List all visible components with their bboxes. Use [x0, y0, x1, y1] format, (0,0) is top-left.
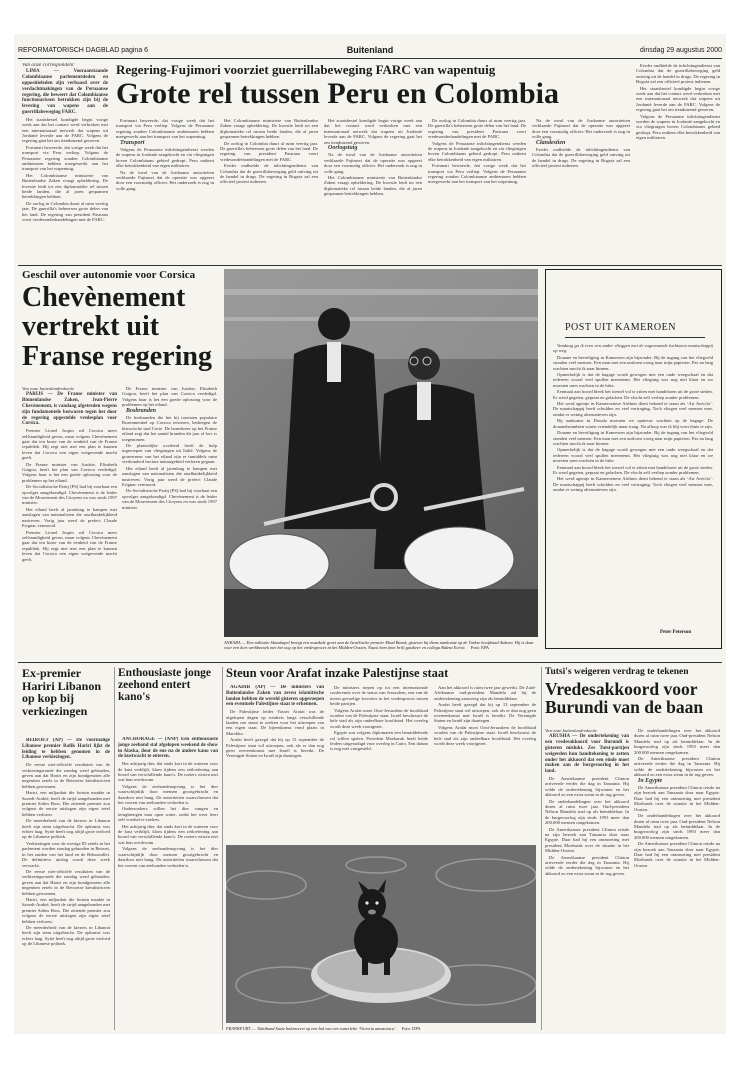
- ankara-caption-text: ANKARA — Een militaire blaaskapel brengt een muzikale groet aan de Israëlische premier Ehud Barak, gisteren bij diens aankomst op de Turkse hoofdstad Ankara. Hij is daar voor een kort werkbezoek met het oog op het vredesproces in het Midden-Oosten. Naast hem (met bril) gastheer en collega Bulent Ecevit.: [224, 640, 534, 651]
- arafat-body-3: De ministers riepen op tot een internationale conferentie over de status van Jeruzalem, een van de meest gevoelige kwesties in het vredesproces tussen beide partijen.: [330, 685, 428, 707]
- arafat-column-2: [330, 685, 428, 840]
- peru-body-18: Eerder ondhielde de inlichtingendienst van Colombia dat de guerrillabeweging geld ontving uit de handel in drugs. De regering in Bogota zal een officieel protest indienen.: [532, 147, 630, 169]
- frankfurt-caption-text: FRANKFURT — Tuktiband Suzie balanceert op een bal van een waterlelie ‘Victoria amazonica’.: [226, 1026, 397, 1031]
- peru-body-15: Volgens de Peruaanse inlichtingendienst werden de wapens in Jordanië aangekocht en via vliegtuigen boven Colombiaans gebied gedropt. Peru ontkent elke betrokkenheid van eigen militairen.: [428, 140, 526, 162]
- ankara-photo-graphic: [224, 269, 538, 637]
- arafat-body-2: Arafat heeft gezegd dat hij op 13 september de Palestijnse staat wil uitroepen, ook als er dan nog geen overeenkomst met Israël is bereikt. De Verenigde Staten en Israël zijn daartegen.: [226, 737, 324, 759]
- kameroen-body-4: Eenmaal aan boord bleek het toestel vol te zitten met handelaren uit de grote steden. Er werd gegeten, gepraat en gelachen. De vlucht zelf verliep zonder problemen.: [553, 389, 713, 400]
- peru-headline: Grote rel tussen Peru en Colombia: [116, 77, 560, 110]
- arafat-column-1: [226, 685, 324, 840]
- peru-left-column: [22, 63, 108, 263]
- column-divider-2: [222, 667, 223, 1030]
- peru-column-5: [428, 118, 526, 264]
- column-divider-3: [541, 667, 542, 1030]
- ankara-photo-credit: Foto: EPA: [470, 645, 490, 651]
- hariri-body-3: De meerderheid van de kiezers in Libanon heeft zijn stem uitgebracht. De opkomst was echter laag. Syrië heeft nog altijd grote invloed op de Libanese politiek.: [22, 818, 110, 840]
- peru-body-12: Na de inval van de Jordaanse autoriteiten verklaarde Fujimori dat de operatie was opgezet door een voormalig officier. Het onderzoek is nog in volle gang.: [324, 152, 422, 174]
- peru-body-9: De oorlog in Colombia duurt al ruim veertig jaar. De guerrilla's beheersen grote delen van het land. De regering van president Pastrana voert vredesonderhandelingen met de FARC.: [220, 140, 318, 162]
- arafat-body-6: Aan het akkoord is ruim twee jaar gewerkt. De Zuid-Afrikaanse oud-president Mandela zal bij de ondertekening aanwezig zijn als bemiddelaar.: [434, 685, 536, 701]
- anchorage-intro: ANCHORAGE — (ANP) Een enthousiaste jonge zeehond stal afgelopen weekend de show in Alaska, door de ene na de andere kano van de kustwacht te enteren.: [118, 737, 218, 760]
- kameroen-body-2b: Douane en beveiliging in Kameroen zijn bijzonder. Bij de ingang van het vliegveld stonden veel mensen. Een man met een uniform vroeg naar mijn papieren. Pas na lang wachten mocht ik naar binnen.: [553, 430, 713, 446]
- peru-byline: Van onze correspondent: [22, 63, 74, 68]
- peru-column-4: [324, 118, 422, 264]
- kameroen-body-5b: Het werd agentje in Kameroenese Airlines dient bekend te staan als ‘Air Avecfoi’. De maatschappij heeft schulden en veel vertraging. Toch vliegen veel mensen mee, omdat er weinig alternatieven zijn.: [553, 476, 713, 493]
- header-date: dinsdag 29 augustus 2000: [639, 47, 722, 54]
- peru-body-5: Fortunati beweerde, dat vorige week dat het transport via Peru verliep. Volgens de Peruaanse regering zouden Colombiaanse ambtenaren hebben meegewerkt aan het transport van het wapentuig.: [116, 118, 214, 140]
- corsica-body-6: Het eiland heeft al jarenlang te kampen met aanslagen van nationalisten die onafhankelijkheid nastreven. Vorig jaar werd de prefect Claude Erignac vermoord.: [22, 506, 117, 529]
- hariri-intro: BEIROET (AP) — De voormalige Libanese premier Rafik Hariri lijkt de leiding te hebben genomen in de Libanese verkiezingen.: [22, 738, 110, 761]
- hariri-body-1: De eerste niet-officiële resultaten van de verkiezingsronde die zondag werd gehouden, geven aan dat Hariri en zijn bondgenoten alle negentien zetels in de Beiroetse kiesdistricten hebben gewonnen.: [22, 762, 110, 789]
- anchorage-body-2: Volgens de zeehondenopvang is het dier waarschijnlijk door mensen grootgebracht en daardoor niet bang. De autoriteiten waarschuwen dat het voeren van zeehonden verboden is.: [118, 783, 218, 806]
- burundi-kicker: Tutsi's weigeren verdrag te tekenen: [545, 667, 689, 677]
- peru-body-2: Fortunati beweerde, dat vorige week dat het transport via Peru verliep. Volgens de Peruaanse regering zouden Colombiaanse ambtenaren hebben meegewerkt aan het transport van het wapentuig.: [22, 144, 108, 172]
- kameroen-title: POST UIT KAMEROEN: [565, 322, 676, 333]
- peru-subhead-transport: Transport: [120, 139, 145, 146]
- peru-body-3: Het Colombiaanse ministerie van Buitenlandse Zaken vraagt opheldering. De kwestie leidt tot een diplomatieke rel tussen beide landen, die al jaren gespannen betrekkingen hebben.: [22, 172, 108, 200]
- burundi-byline: Van onze buitenlandredactie: [545, 728, 598, 733]
- peru-subhead-oorlogstuig: Oorlogstuig: [328, 145, 358, 152]
- kameroen-body-3: Opmerkelijk is dat de bagage wordt gewogen met een oude weegschaal en dat iedereen vooral veel spullen meeneemt. Het vliegtuig was nog niet klaar en we moesten uren wachten in de hitte.: [553, 372, 713, 388]
- peru-body-19: Eerder ondhielde de inlichtingendienst van Colombia dat de guerrillabeweging geld ontving uit de handel in drugs. De regering in Bogota zal een officieel protest indienen.: [636, 63, 720, 85]
- arafat-body-4b: Volgens Arafat moet Oost-Jeruzalem de hoofdstad worden van de Palestijnse staat. Israël beschouwt de hele stad als zijn ondeelbare hoofdstad. Het overleg wordt deze week voortgezet.: [434, 724, 536, 747]
- peru-column-2: [116, 118, 214, 264]
- anchorage-body-1: Het achtjarig dier, dat sinds kort in de wateren voor de kust verblijft, klom tijdens een zeiloefening aan boord van verschillende kano's. De roeiers wisten niet wat hun overkwam.: [118, 761, 218, 783]
- peru-body-1: Het staatsbestel kondigde begin vorige week aan dat het contact werd verbroken met een internationaal netwerk dat wapens uit Jordanië leverde aan de FARC. Volgens de regering gaat het om tienduizend geweren.: [22, 116, 108, 144]
- peru-body-10: Eerder ondhielde de inlichtingendienst van Colombia dat de guerrillabeweging geld ontving uit de handel in drugs. De regering in Bogota zal een officieel protest indienen.: [220, 163, 318, 185]
- section-name: Buitenland: [346, 45, 394, 55]
- peru-body-11: Het staatsbestel kondigde begin vorige week aan dat het contact werd verbroken met een internationaal netwerk dat wapens uit Jordanië leverde aan de FARC. Volgens de regering gaat het om tienduizend geweren.: [324, 118, 422, 145]
- corsica-body-4: De bosbranden die het bij toeristen populaire Rozenmeubel op Corsica teisteren, bedreigen de historische stad Corte. De brandweer op het Franse eiland zegt dat het aantal branden dit jaar al fors is toegenomen.: [122, 415, 217, 442]
- burundi-body-2: De onderhandelingen over het akkoord duren al ruim twee jaar. Oud-president Nelson Mandela trad op als bemiddelaar. In de burgeroorlog zijn sinds 1993 meer dan 200.000 mensen omgekomen.: [545, 798, 629, 826]
- kameroen-signature: Peter Peterson: [660, 630, 692, 635]
- burundi-body-3c: De Amerikaanse president Clinton reisde na zijn bezoek aan Tanzania door naar Egypte. Daar had hij een ontmoeting met president Moebarak over de situatie in het Midden-Oosten.: [634, 841, 720, 868]
- hariri-body-2: Hariri, een miljardair die fortuin maakte in Saoedi-Arabië, heeft de strijd aangebonden met premier Salim Hoss. Die zittende premier zou volgens de eerste uitslagen zijn eigen zetel hebben verloren.: [22, 790, 110, 817]
- peru-column-3: [220, 118, 318, 264]
- section-rule-2: [18, 662, 722, 663]
- burundi-intro: ARUSHA — De ondertekening van een vredesakkoord voor Burundi is gisteren mislukt. Zes Tutsi-partijen weigerden hun handtekening te zetten onder het akkoord dat een einde moet maken aan de burgeroorlog in het land.: [545, 734, 629, 775]
- corsica-headline: Chevènement vertrekt uit Franse regering: [22, 282, 212, 372]
- anchorage-headline: Enthousiaste jonge zeehond entert kano's: [118, 667, 211, 704]
- corsica-body-2: De Franse minister van Justitie, Elisabeth Guigou, heeft het plan van Corsica verdedigd. Volgens haar is het een goede oplossing voor de problemen op het eiland.: [22, 461, 117, 483]
- kameroen-body: [553, 343, 713, 633]
- peru-body-4: De oorlog in Colombia duurt al ruim veertig jaar. De guerrilla's beheersen grote delen van het land. De regering van president Pastrana voert vredesonderhandelingen met de FARC.: [22, 200, 108, 223]
- arafat-body-1: De Palestijnse leider Yasser Arafat was de afgelopen dagen op rondreis langs verschillende landen om steun te zoeken voor het uitroepen van een eigen staat. De bijeenkomst vond plaats in Marokko.: [226, 709, 324, 736]
- peru-kicker: Regering-Fujimori voorziet guerrillabeweging FARC van wapentuig: [116, 62, 496, 77]
- hariri-body: [22, 738, 110, 1030]
- burundi-column-2: [634, 728, 720, 1030]
- corsica-kicker: Geschil over autonomie voor Corsica: [22, 269, 196, 281]
- peru-body-20: Het staatsbestel kondigde begin vorige week aan dat het contact werd verbroken met een internationaal netwerk dat wapens uit Jordanië leverde aan de FARC. Volgens de regering gaat het om tienduizend geweren.: [636, 85, 720, 113]
- hariri-body-4: Verkiezingen voor de overige 85 zetels in het parlement worden zondag gehouden in Beiroet, in het zuiden van het land en de Bekaavallei. De definitieve uitslag wordt deze week verwacht.: [22, 840, 110, 868]
- burundi-body-3b: De Amerikaanse president Clinton reisde na zijn bezoek aan Tanzania door naar Egypte. Daar had hij een ontmoeting met president Moebarak over de situatie in het Midden-Oosten.: [634, 785, 720, 812]
- hariri-body-2b: Hariri, een miljardair die fortuin maakte in Saoedi-Arabië, heeft de strijd aangebonden met premier Salim Hoss. Die zittende premier zou volgens de eerste uitslagen zijn eigen zetel hebben verloren.: [22, 896, 110, 924]
- peru-body-14: De oorlog in Colombia duurt al ruim veertig jaar. De guerrilla's beheersen grote delen van het land. De regering van president Pastrana voert vredesonderhandelingen met de FARC.: [428, 118, 526, 140]
- hariri-body-1b: De eerste niet-officiële resultaten van de verkiezingsronde die zondag werd gehouden, geven aan dat Hariri en zijn bondgenoten alle negentien zetels in de Beiroetse kiesdistricten hebben gewonnen.: [22, 868, 110, 896]
- peru-body-6: Volgens de Peruaanse inlichtingendienst werden de wapens in Jordanië aangekocht en via vliegtuigen boven Colombiaans gebied gedropt. Peru ontkent elke betrokkenheid van eigen militairen.: [116, 147, 214, 169]
- peru-body-21: Volgens de Peruaanse inlichtingendienst werden de wapens in Jordanië aangekocht en via vliegtuigen boven Colombiaans gebied gedropt. Peru ontkent elke betrokkenheid van eigen militairen.: [636, 113, 720, 141]
- kameroen-body-5: Het werd agentje in Kameroenese Airlines dient bekend te staan als ‘Air Avecfoi’. De maatschappij heeft schulden en veel vertraging. Toch vliegen veel mensen mee, omdat er weinig alternatieven zijn.: [553, 401, 713, 417]
- peru-column-7: [636, 63, 720, 263]
- header-rule: [18, 58, 722, 59]
- peru-body-8: Het Colombiaanse ministerie van Buitenlandse Zaken vraagt opheldering. De kwestie leidt tot een diplomatieke rel tussen beide landen, die al jaren gespannen betrekkingen hebben.: [220, 118, 318, 140]
- corsica-intro: PARIJS — De Franse minister van Binnenlandse Zaken, Jean-Pierre Chevènement, is vandaag afgetreden wegens zijn fundamentele bezwaren tegen het door de regering opgestelde vredesplan voor Corsica.: [22, 392, 117, 427]
- peru-column-6: [532, 118, 630, 264]
- peru-body-7: Na de inval van de Jordaanse autoriteiten verklaarde Fujimori dat de operatie was opgezet door een voormalig officier. Het onderzoek is nog in volle gang.: [116, 169, 214, 191]
- peru-subhead-clandestien: Clandestien: [536, 139, 566, 146]
- corsica-body-1b: Premier Lionel Jospin wil Corsica meer zelfstandigheid geven, maar volgens Chevènement gaat dat ten koste van de eenheid van de Franse republiek. Hij zegt niet met een plan te kunnen leven dat Corsica een eigen wetgevende macht geeft.: [22, 529, 117, 562]
- frankfurt-photo-credit: Foto: DPA: [401, 1026, 421, 1031]
- burundi-headline: Vredesakkoord voor Burundi van de baan: [545, 679, 704, 718]
- arafat-headline: Steun voor Arafat inzake Palestijnse staat: [226, 666, 449, 680]
- burundi-body-2b: De onderhandelingen over het akkoord duren al ruim twee jaar. Oud-president Nelson Mandela trad op als bemiddelaar. In de burgeroorlog zijn sinds 1993 meer dan 200.000 mensen omgekomen.: [634, 728, 720, 755]
- peru-body-17: Na de inval van de Jordaanse autoriteiten verklaarde Fujimori dat de operatie was opgezet door een voormalig officier. Het onderzoek is nog in volle gang.: [532, 118, 630, 140]
- peru-intro: LIMA — Vooraanstaande Colombiaanse parlementsleden en oppositieleden zijn verbaasd over de verdachtmakingen van de Peruaanse regering, die beweert dat Colombiaanse functionarissen betrokken zijn bij de levering van wapens aan de guerrillabeweging FARC.: [22, 69, 108, 115]
- section-rule-1: [18, 265, 722, 266]
- arafat-body-2b: Arafat heeft gezegd dat hij op 13 september de Palestijnse staat wil uitroepen, ook als er dan nog geen overeenkomst met Israël is bereikt. De Verenigde Staten en Israël zijn daartegen.: [434, 702, 536, 724]
- anchorage-body-3: Onderzoekers willen het dier vangen en terugbrengen naar open water, zodat het weer leert zelf voedsel te zoeken.: [118, 806, 218, 823]
- kameroen-body-2: Douane en beveiliging in Kameroen zijn bijzonder. Bij de ingang van het vliegveld stonden veel mensen. Een man met een uniform vroeg naar mijn papieren. Pas na lang wachten mocht ik naar binnen.: [553, 354, 713, 371]
- page-header: [14, 44, 726, 58]
- kameroen-body-4b: Eenmaal aan boord bleek het toestel vol te zitten met handelaren uit de grote steden. Er werd gegeten, gepraat en gelachen. De vlucht zelf verliep zonder problemen.: [553, 464, 713, 475]
- corsica-body-6b: Het eiland heeft al jarenlang te kampen met aanslagen van nationalisten die onafhankelijkheid nastreven. Vorig jaar werd de prefect Claude Erignac vermoord.: [122, 465, 217, 487]
- burundi-subhead-egypte: In Egypte: [638, 777, 663, 784]
- frankfurt-photo: [226, 845, 536, 1023]
- kameroen-body-3b: Opmerkelijk is dat de bagage wordt gewogen met een oude weegschaal en dat iedereen vooral veel spullen meeneemt. Het vliegtuig was nog niet klaar en we moesten uren wachten in de hitte.: [553, 447, 713, 464]
- burundi-body-1b: De Amerikaanse president Clinton arriveerde eerder die dag in Tanzania. Hij wilde de ondertekening bijwonen en het akkoord zo een extra steun in de rug geven.: [545, 854, 629, 876]
- peru-body-16: Fortunati beweerde, dat vorige week dat het transport via Peru verliep. Volgens de Peruaanse regering zouden Colombiaanse ambtenaren hebben meegewerkt aan het transport van het wapentuig.: [428, 163, 526, 185]
- burundi-body-1: De Amerikaanse president Clinton arriveerde eerder die dag in Tanzania. Hij wilde de ondertekening bijwonen en het akkoord zo een extra steun in de rug geven.: [545, 775, 629, 798]
- burundi-body-3: De Amerikaanse president Clinton reisde na zijn bezoek aan Tanzania door naar Egypte. Daar had hij een ontmoeting met president Moebarak over de situatie in het Midden-Oosten.: [545, 826, 629, 854]
- hariri-headline: Ex-premier Hariri Libanon op kop bij verkiezingen: [22, 666, 102, 718]
- corsica-body-3: De Socialistische Partij (PS) had bij voorbaat een opvolger aangekondigd. Chevènement is de leider van de Mouvement des Citoyens en was sinds 1997 minister.: [22, 484, 117, 506]
- column-divider-1: [114, 667, 115, 1030]
- corsica-body-2b: De Franse minister van Justitie, Elisabeth Guigou, heeft het plan van Corsica verdedigd. Volgens haar is het een goede oplossing voor de problemen op het eiland.: [122, 386, 217, 408]
- anchorage-body-2b: Volgens de zeehondenopvang is het dier waarschijnlijk door mensen grootgebracht en daardoor niet bang. De autoriteiten waarschuwen dat het voeren van zeehonden verboden is.: [118, 846, 218, 868]
- hariri-body-3b: De meerderheid van de kiezers in Libanon heeft zijn stem uitgebracht. De opkomst was echter laag. Syrië heeft nog altijd grote invloed op de Libanese politiek.: [22, 924, 110, 947]
- corsica-column-1: [22, 386, 117, 648]
- corsica-byline: Van onze buitenlandredactie: [22, 386, 75, 391]
- arafat-body-5: Egypte zou volgens diplomaten een bemiddelende rol willen spelen. President Moebarak heeft beide leiders uitgenodigd voor overleg in Caïro. Een datum is nog niet vastgesteld.: [330, 730, 428, 752]
- corsica-body-5: De plaatselijke overheid heeft de hulp ingeroepen van vliegtuigen uit Italië. Volgens de gouverneur van het eiland zijn er inmiddels ruim vierhonderd hectare natuurgebied verloren gegaan.: [122, 443, 217, 465]
- arafat-intro: AGADIR (AP) — De ministers van Buitenlandse Zaken van zeven islamitische landen hebben de wereld gisteren opgeroepen een eventuele Palestijnse staat te erkennen.: [226, 685, 324, 708]
- burundi-body-2c: De onderhandelingen over het akkoord duren al ruim twee jaar. Oud-president Nelson Mandela trad op als bemiddelaar. In de burgeroorlog zijn sinds 1993 meer dan 200.000 mensen omgekomen.: [634, 813, 720, 840]
- corsica-body-3b: De Socialistische Partij (PS) had bij voorbaat een opvolger aangekondigd. Chevènement is de leider van de Mouvement des Citoyens en was sinds 1997 minister.: [122, 488, 217, 510]
- corsica-column-2: [122, 386, 217, 648]
- anchorage-body: [118, 737, 218, 1030]
- anchorage-body-1b: Het achtjarig dier, dat sinds kort in de wateren voor de kust verblijft, klom tijdens een zeiloefening aan boord van verschillende kano's. De roeiers wisten niet wat hun overkwam.: [118, 823, 218, 845]
- arafat-column-3: [434, 685, 536, 840]
- peru-body-13: Het Colombiaanse ministerie van Buitenlandse Zaken vraagt opheldering. De kwestie leidt tot een diplomatieke rel tussen beide landen, die al jaren gespannen betrekkingen hebben.: [324, 175, 422, 197]
- corsica-body-1: Premier Lionel Jospin wil Corsica meer zelfstandigheid geven, maar volgens Chevènement gaat dat ten koste van de eenheid van de Franse republiek. Hij zegt niet met een plan te kunnen leven dat Corsica een eigen wetgevende macht geeft.: [22, 428, 117, 461]
- burundi-column-1: [545, 728, 629, 1030]
- header-left: REFORMATORISCH DAGBLAD pagina 6: [18, 47, 149, 54]
- frankfurt-photo-graphic: [226, 845, 536, 1023]
- frankfurt-caption: [226, 1026, 536, 1034]
- kameroen-body-6: Bij aankomst in Douala moesten we opnieuw wachten op de bagage. De douanebeambten waren vriendelijk maar traag. Na afloop was ik blij weer thuis te zijn.: [553, 418, 713, 429]
- burundi-body-1c: De Amerikaanse president Clinton arriveerde eerder die dag in Tanzania. Hij wilde de ondertekening bijwonen en het akkoord zo een extra steun in de rug geven.: [634, 756, 720, 778]
- arafat-body-4: Volgens Arafat moet Oost-Jeruzalem de hoofdstad worden van de Palestijnse staat. Israël beschouwt de hele stad als zijn ondeelbare hoofdstad. Het overleg wordt deze week voortgezet.: [330, 707, 428, 729]
- corsica-subhead-bosbranden: Bosbranden: [126, 407, 157, 414]
- ankara-photo: [224, 269, 538, 637]
- kameroen-title-rule: [565, 337, 705, 338]
- ankara-caption: [224, 640, 538, 664]
- kameroen-body-1: Vandaag ga ik even een ander vlieggen met de zogenaamde lachtaxen maatschappij op weg.: [553, 343, 713, 354]
